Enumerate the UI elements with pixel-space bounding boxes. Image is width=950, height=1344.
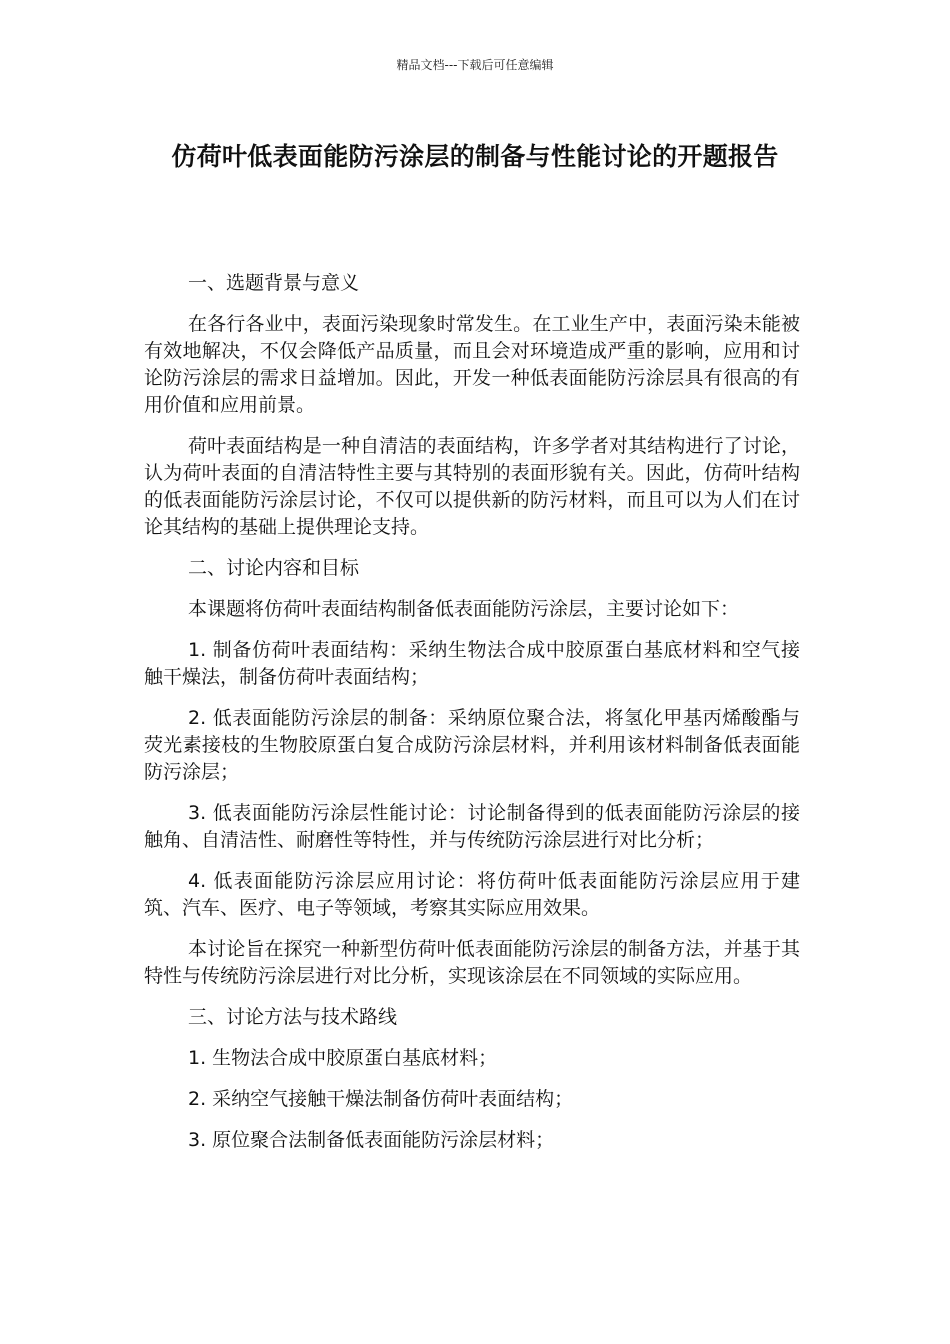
list-item-content-1: 1. 制备仿荷叶表面结构：采纳生物法合成中胶原蛋白基底材料和空气接触干燥法，制备仿荷叶表面结构； xyxy=(144,639,800,688)
list-item-content-3: 3. 低表面能防污涂层性能讨论：讨论制备得到的低表面能防污涂层的接触角、自清洁性、耐磨性等特性，并与传统防污涂层进行对比分析； xyxy=(144,802,800,851)
paragraph-content-intro: 本课题将仿荷叶表面结构制备低表面能防污涂层，主要讨论如下： xyxy=(188,598,740,620)
document-body xyxy=(144,270,800,1168)
paragraph-background-1: 在各行各业中，表面污染现象时常发生。在工业生产中，表面污染未能被有效地解决，不仅会降低产品质量，而且会对环境造成严重的影响，应用和讨论防污涂层的需求日益增加。因此，开发一种低表面能防污涂层具有很高的有用价值和应用前景。 xyxy=(144,313,800,416)
paragraph-content-summary: 本讨论旨在探究一种新型仿荷叶低表面能防污涂层的制备方法，并基于其特性与传统防污涂层进行对比分析，实现该涂层在不同领域的实际应用。 xyxy=(144,938,800,987)
list-item-content-4: 4. 低表面能防污涂层应用讨论：将仿荷叶低表面能防污涂层应用于建筑、汽车、医疗、电子等领域，考察其实际应用效果。 xyxy=(144,870,800,919)
list-item-methods-1: 1. 生物法合成中胶原蛋白基底材料； xyxy=(188,1047,498,1069)
paragraph-background-2: 荷叶表面结构是一种自清洁的表面结构，许多学者对其结构进行了讨论，认为荷叶表面的自清洁特性主要与其特别的表面形貌有关。因此，仿荷叶结构的低表面能防污涂层讨论，不仅可以提供新的防污材料，而且可以为人们在讨论其结构的基础上提供理论支持。 xyxy=(144,435,800,538)
section-heading-background: 一、选题背景与意义 xyxy=(188,272,360,294)
section-heading-methods: 三、讨论方法与技术路线 xyxy=(188,1006,398,1028)
list-item-methods-2: 2. 采纳空气接触干燥法制备仿荷叶表面结构； xyxy=(188,1088,574,1110)
page-header: 精品文档---下载后可任意编辑 xyxy=(396,58,554,72)
section-heading-content: 二、讨论内容和目标 xyxy=(188,557,360,579)
document-title: 仿荷叶低表面能防污涂层的制备与性能讨论的开题报告 xyxy=(171,142,779,171)
list-item-methods-3: 3. 原位聚合法制备低表面能防污涂层材料； xyxy=(188,1129,555,1151)
list-item-content-2: 2. 低表面能防污涂层的制备：采纳原位聚合法，将氢化甲基丙烯酸酯与荧光素接枝的生物胶原蛋白复合成防污涂层材料，并利用该材料制备低表面能防污涂层； xyxy=(144,707,800,783)
